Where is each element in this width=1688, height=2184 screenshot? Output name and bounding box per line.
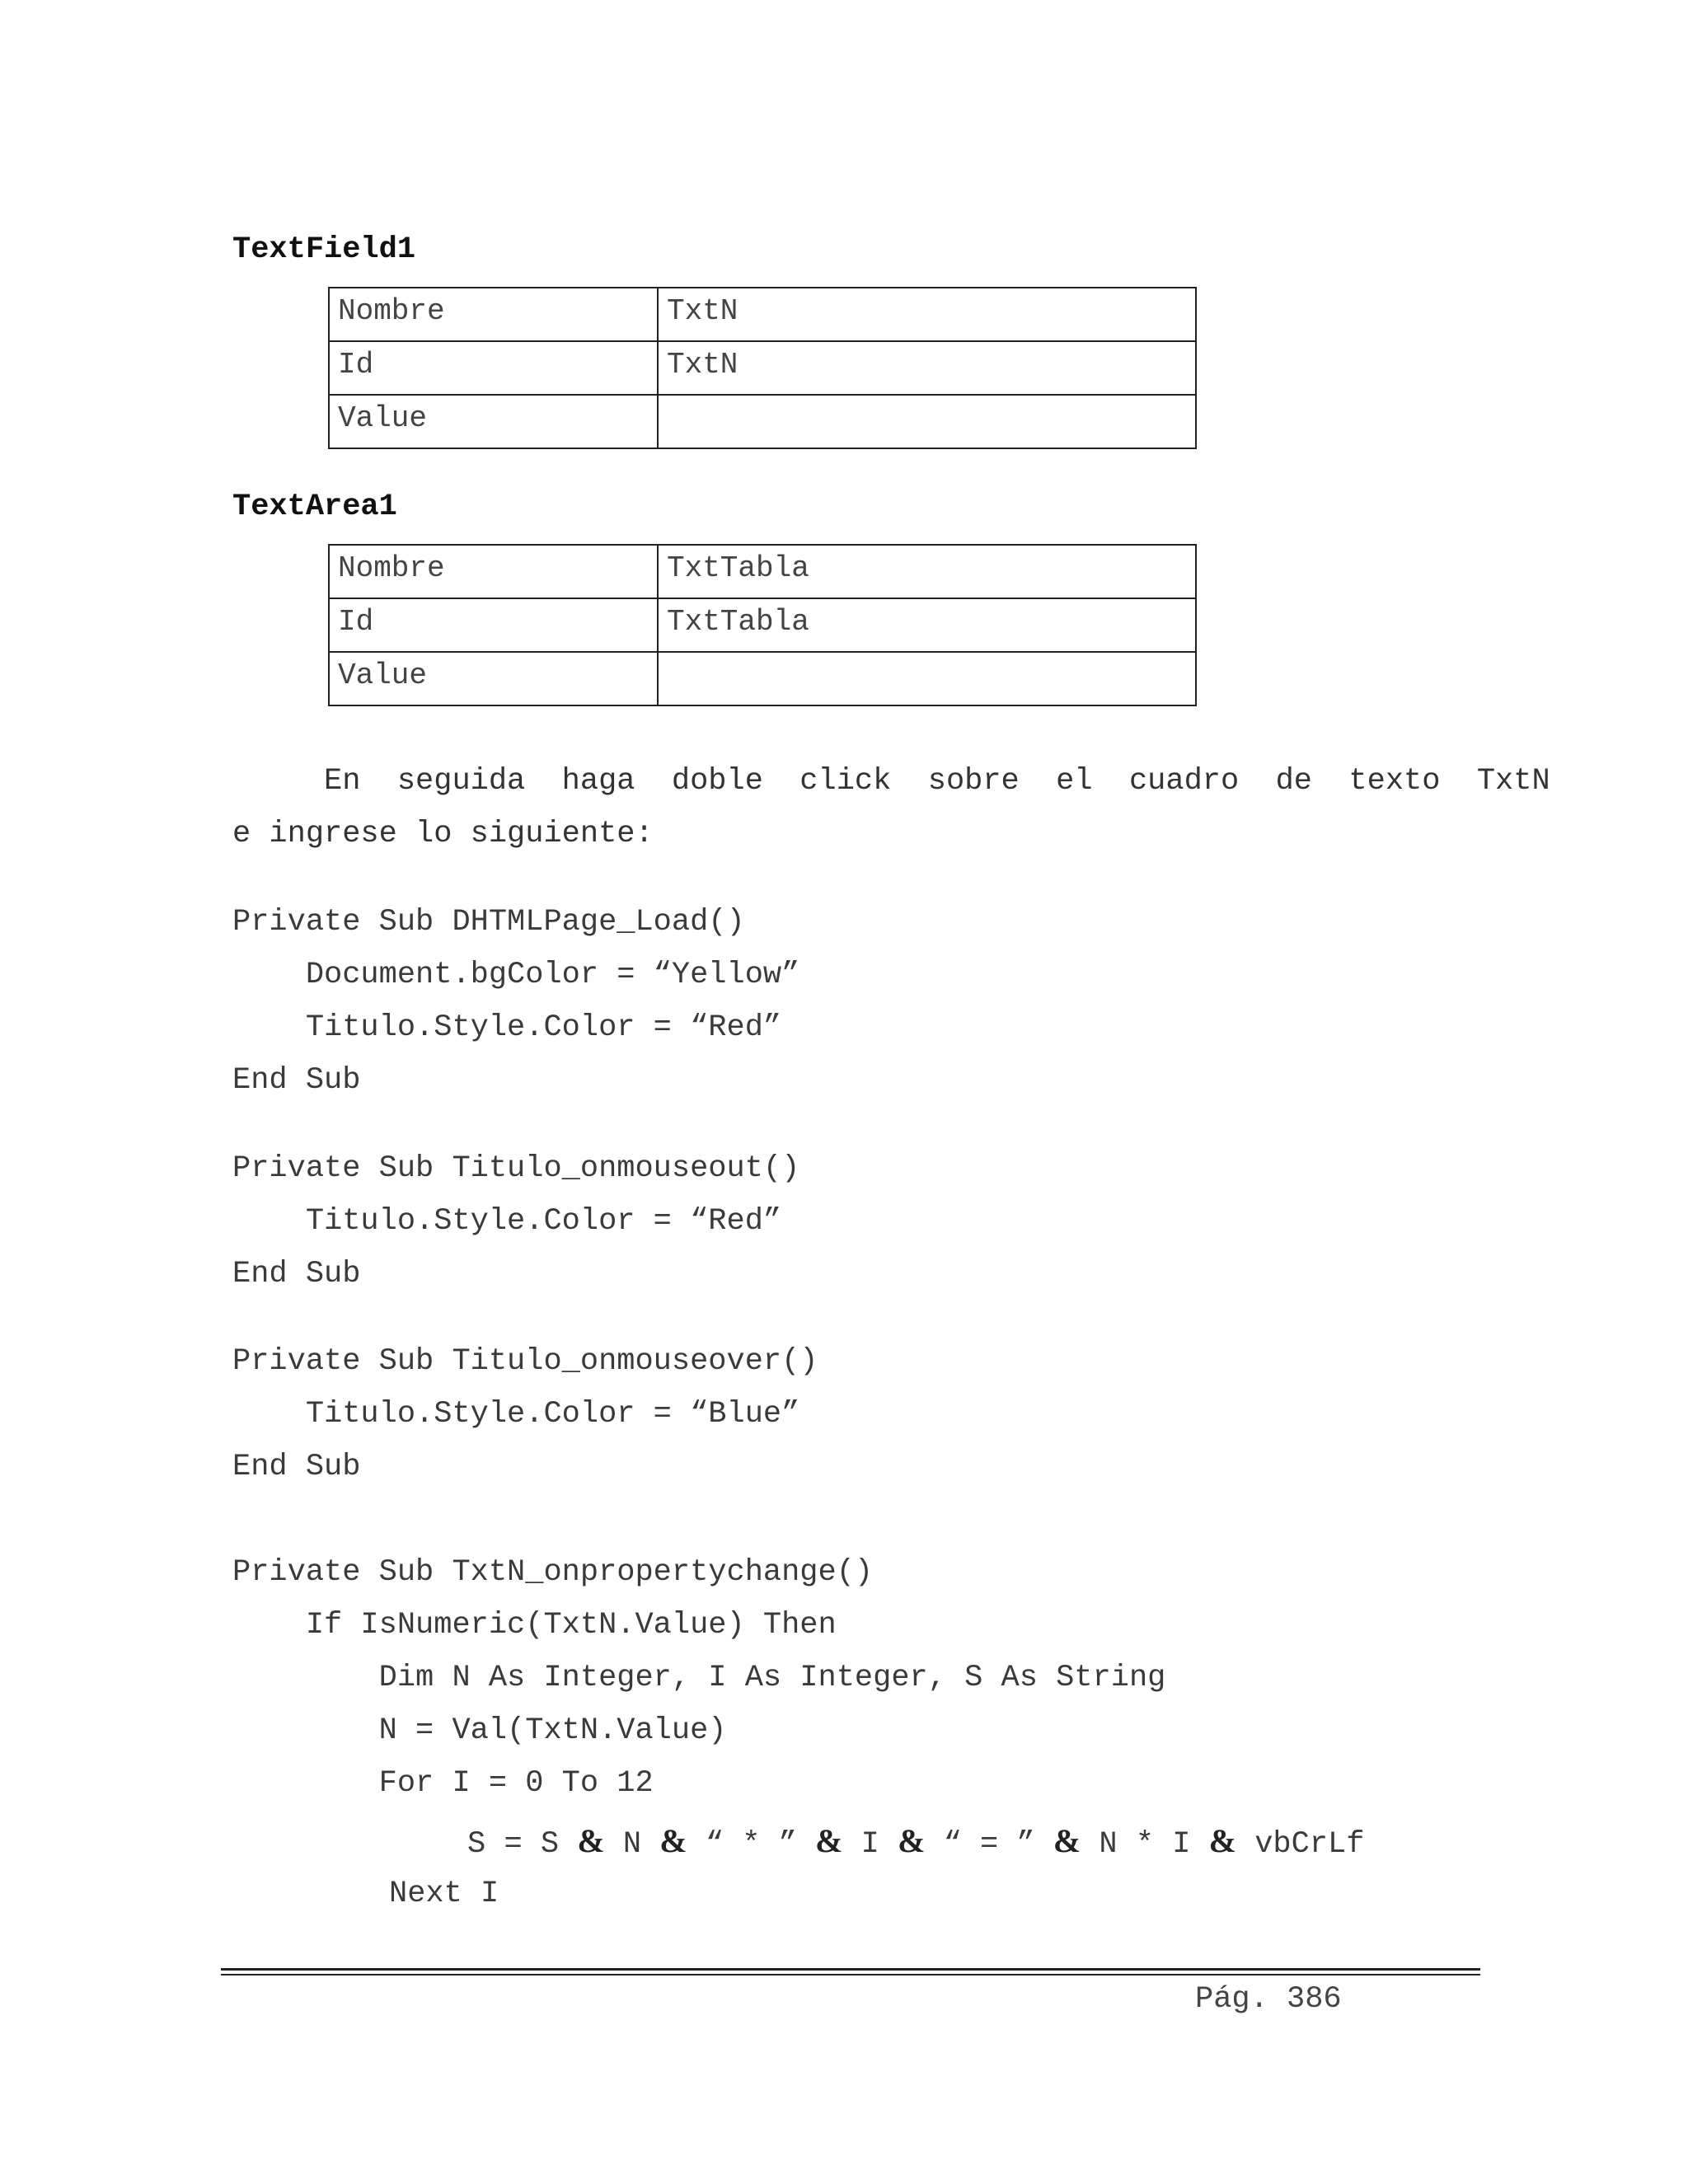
- code-token: N * I: [1099, 1827, 1191, 1862]
- code-token: N: [622, 1827, 642, 1862]
- code-line: Titulo.Style.Color = “Red”: [232, 1204, 782, 1239]
- table-row: [329, 652, 1196, 705]
- property-value-cell: TxtTabla: [658, 598, 1196, 652]
- table-row: [329, 341, 1196, 395]
- property-name-cell: Value: [329, 395, 658, 448]
- code-line: End Sub: [232, 1450, 361, 1484]
- table-row: [329, 395, 1196, 448]
- code-line: N = Val(TxtN.Value): [232, 1713, 727, 1748]
- section-title-textarea1: TextArea1: [232, 490, 397, 524]
- footer-rule-top: [221, 1968, 1480, 1971]
- property-value-cell: TxtTabla: [658, 545, 1196, 598]
- property-value-cell: TxtN: [658, 288, 1196, 341]
- property-name-cell: Value: [329, 652, 658, 705]
- code-line: Dim N As Integer, I As Integer, S As String: [232, 1661, 1166, 1695]
- table-row: [329, 545, 1196, 598]
- table-row: [329, 598, 1196, 652]
- code-line: If IsNumeric(TxtN.Value) Then: [232, 1608, 837, 1643]
- code-line: Private Sub TxtN_onpropertychange(): [232, 1555, 874, 1590]
- code-line: Private Sub Titulo_onmouseover(): [232, 1344, 818, 1379]
- property-name-cell: Id: [329, 598, 658, 652]
- code-token: S: [540, 1827, 560, 1862]
- property-name-cell: Nombre: [329, 545, 658, 598]
- code-token: I: [860, 1827, 879, 1862]
- code-token: S: [467, 1827, 486, 1862]
- code-token: “ = ”: [943, 1827, 1035, 1862]
- code-line: Titulo.Style.Color = “Red”: [232, 1010, 782, 1045]
- instruction-paragraph-line-2: e ingrese lo siguiente:: [232, 817, 654, 851]
- code-line: For I = 0 To 12: [232, 1766, 654, 1801]
- textarea1-properties-table: [328, 544, 1197, 706]
- code-line: End Sub: [232, 1257, 361, 1291]
- code-line: End Sub: [232, 1063, 361, 1098]
- property-name-cell: Id: [329, 341, 658, 395]
- ampersand-operator: &: [659, 1822, 687, 1859]
- ampersand-operator: &: [815, 1822, 843, 1859]
- instruction-paragraph-line-1: En seguida haga doble click sobre el cuadro de texto TxtN: [232, 764, 1550, 799]
- code-line: Next I: [389, 1877, 499, 1911]
- code-line: Document.bgColor = “Yellow”: [232, 958, 800, 992]
- code-line: Private Sub Titulo_onmouseout(): [232, 1151, 800, 1186]
- code-line-concatenation: [467, 1822, 1365, 1862]
- property-value-cell: TxtN: [658, 341, 1196, 395]
- table-row: [329, 288, 1196, 341]
- section-title-textfield1: TextField1: [232, 232, 416, 267]
- ampersand-operator: &: [1208, 1822, 1236, 1859]
- code-line: Titulo.Style.Color = “Blue”: [232, 1397, 800, 1432]
- property-name-cell: Nombre: [329, 288, 658, 341]
- page-number: Pág. 386: [1195, 1982, 1342, 2017]
- code-line: Private Sub DHTMLPage_Load(): [232, 905, 745, 940]
- ampersand-operator: &: [577, 1822, 605, 1859]
- code-token: =: [504, 1827, 523, 1862]
- ampersand-operator: &: [898, 1822, 926, 1859]
- code-token: “ * ”: [705, 1827, 797, 1862]
- textfield1-properties-table: [328, 287, 1197, 449]
- property-value-cell: [658, 395, 1196, 448]
- property-value-cell: [658, 652, 1196, 705]
- footer-rule-bottom: [221, 1974, 1480, 1975]
- code-token: vbCrLf: [1254, 1827, 1365, 1862]
- ampersand-operator: &: [1053, 1822, 1081, 1859]
